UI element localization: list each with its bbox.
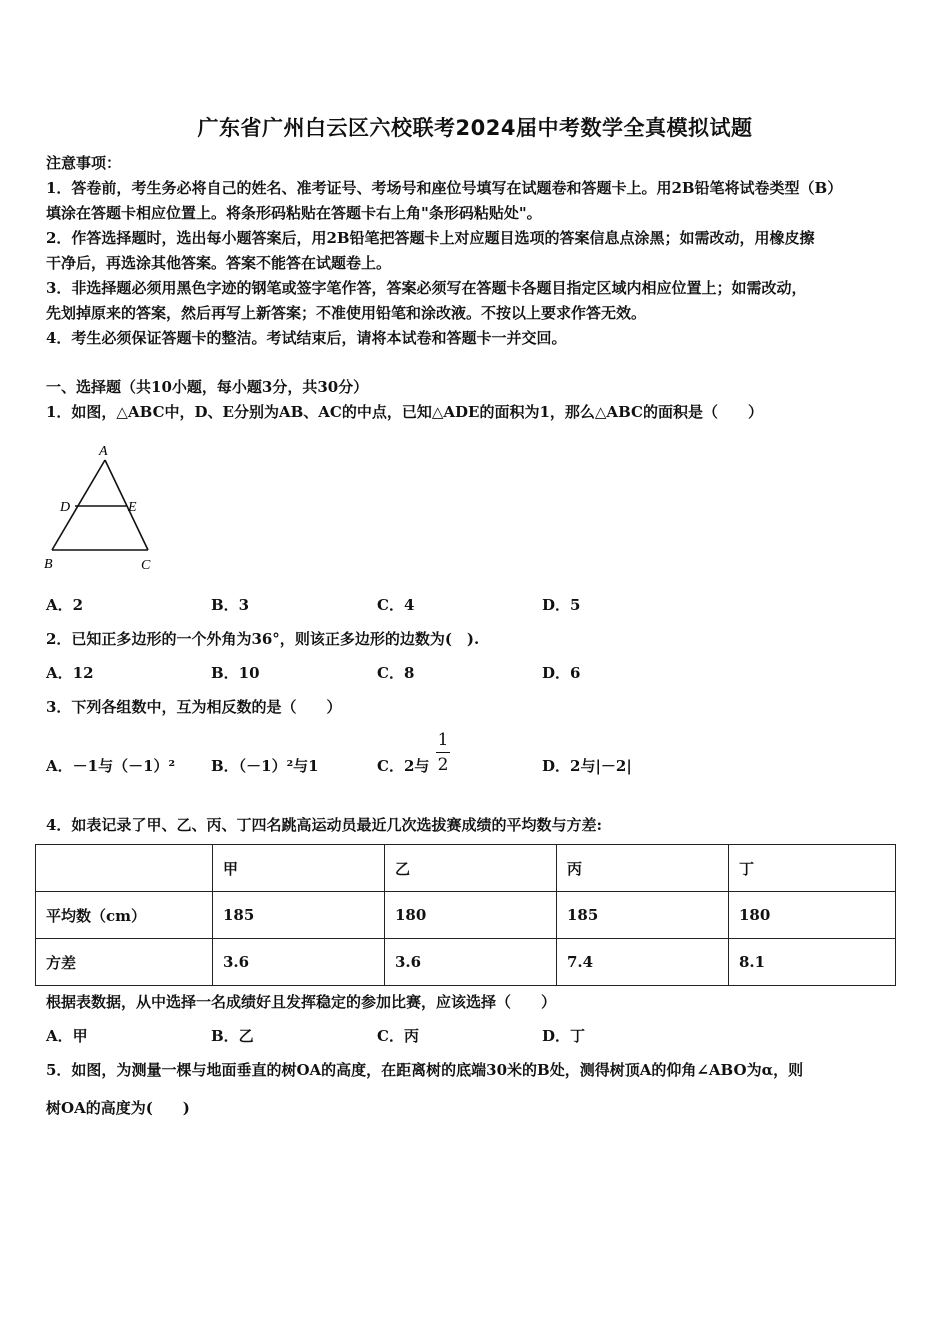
question-4-text: 4．如表记录了甲、乙、丙、丁四名跳高运动员最近几次选拔赛成绩的平均数与方差: (46, 816, 602, 834)
table-cell: 185 (557, 892, 729, 939)
notice-line: 填涂在答题卡相应位置上。将条形码粘贴在答题卡右上角"条形码粘贴处"。 (46, 204, 542, 222)
notice-line: 2．作答选择题时，选出每小题答案后，用2B铅笔把答题卡上对应题目选项的答案信息点涂黑；如需改动，用橡皮擦 (46, 229, 815, 247)
q3-option-b: B．（－1）²与1 (211, 757, 319, 775)
q4-option-a: A．甲 (46, 1027, 88, 1045)
q1-option-d: D．5 (542, 596, 581, 614)
section-heading: 一、选择题（共10小题，每小题3分，共30分） (46, 378, 369, 396)
notice-line: 先划掉原来的答案，然后再写上新答案；不准使用铅笔和涂改液。不按以上要求作答无效。 (46, 304, 647, 322)
table-cell: 180 (729, 892, 896, 939)
table-cell: 方差 (36, 939, 213, 986)
question-2-text: 2．已知正多边形的一个外角为36°，则该正多边形的边数为( ). (46, 630, 480, 648)
table-cell: 丁 (729, 845, 896, 892)
q2-option-d: D．6 (542, 664, 581, 682)
table-cell: 185 (213, 892, 385, 939)
label-a: A (99, 444, 108, 459)
q2-option-b: B．10 (211, 664, 260, 682)
table-cell: 丙 (557, 845, 729, 892)
q2-option-c: C．8 (377, 664, 415, 682)
q4-option-c: C．丙 (377, 1027, 419, 1045)
label-e: E (128, 500, 137, 515)
table-cell: 8.1 (729, 939, 896, 986)
label-d: D (60, 500, 71, 515)
fraction-bar (436, 752, 450, 753)
label-c: C (141, 558, 151, 573)
table-row (36, 892, 896, 939)
table-row (36, 939, 896, 986)
table-cell: 7.4 (557, 939, 729, 986)
fraction-one-half (436, 730, 450, 775)
notice-line: 干净后，再选涂其他答案。答案不能答在试题卷上。 (46, 254, 392, 272)
table-cell: 乙 (385, 845, 557, 892)
notice-line: 3．非选择题必须用黑色字迹的钢笔或签字笔作答，答案必须写在答题卡各题目指定区域内相应位置上；如需改动， (46, 279, 807, 297)
notice-line: 4．考生必须保证答题卡的整洁。考试结束后，请将本试卷和答题卡一并交回。 (46, 329, 567, 347)
notice-heading: 注意事项： (46, 154, 122, 172)
table-cell (36, 845, 213, 892)
question-1-text: 1．如图，△ABC中，D、E分别为AB、AC的中点，已知△ADE的面积为1，那么△ABC的面积是（ ） (46, 403, 763, 421)
score-table (35, 844, 896, 986)
question-3-text: 3．下列各组数中，互为相反数的是（ ） (46, 698, 342, 716)
table-cell: 甲 (213, 845, 385, 892)
question-5-line-2: 树OA的高度为( ) (46, 1099, 190, 1117)
q2-option-a: A．12 (46, 664, 94, 682)
fraction-numerator: 1 (437, 730, 449, 750)
q3-option-d: D．2与|－2| (542, 757, 632, 775)
table-cell: 3.6 (385, 939, 557, 986)
fraction-denominator: 2 (437, 755, 449, 775)
table-cell: 平均数（cm） (36, 892, 213, 939)
page-title: 广东省广州白云区六校联考2024届中考数学全真模拟试题 (197, 116, 753, 140)
table-header-row (36, 845, 896, 892)
q1-option-b: B．3 (211, 596, 250, 614)
q3-option-a: A．－1与（－1）² (46, 757, 176, 775)
triangle-figure (40, 440, 160, 575)
question-4-followup: 根据表数据，从中选择一名成绩好且发挥稳定的参加比赛，应该选择（ ） (46, 993, 557, 1011)
q1-option-a: A．2 (46, 596, 84, 614)
table-cell: 3.6 (213, 939, 385, 986)
q4-option-d: D．丁 (542, 1027, 586, 1045)
notice-line: 1．答卷前，考生务必将自己的姓名、准考证号、考场号和座位号填写在试题卷和答题卡上。用2B铅笔将试卷类型（B） (46, 179, 843, 197)
q1-option-c: C．4 (377, 596, 415, 614)
question-5-line-1: 5．如图，为测量一棵与地面垂直的树OA的高度，在距离树的底端30米的B处，测得树顶A的仰角∠ABO为α，则 (46, 1061, 804, 1079)
side-ac (105, 460, 148, 550)
q3-option-c: C．2与 (377, 757, 430, 775)
q4-option-b: B．乙 (211, 1027, 254, 1045)
label-b: B (44, 557, 53, 572)
table-cell: 180 (385, 892, 557, 939)
